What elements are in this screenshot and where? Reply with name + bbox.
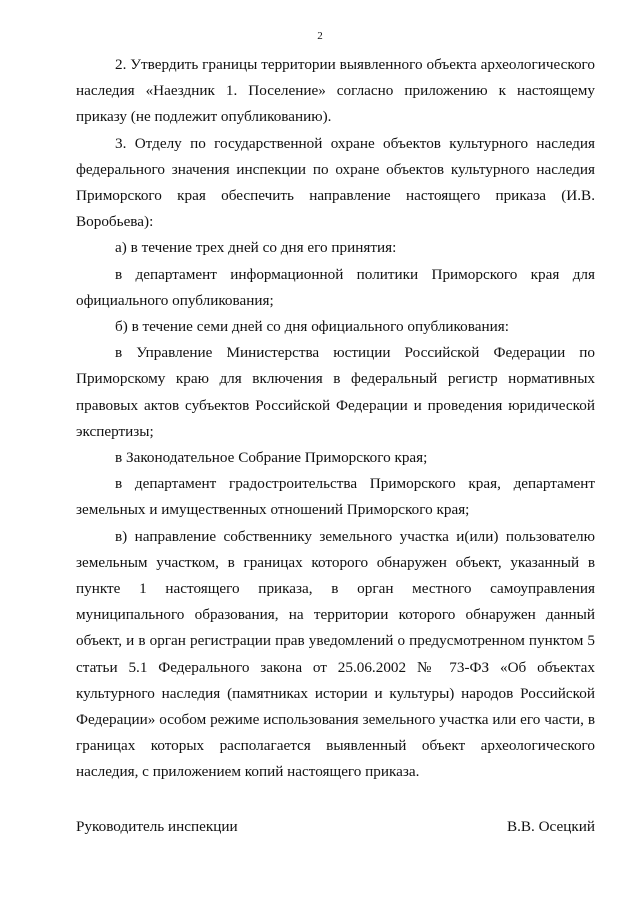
- paragraph-recipient-justice: в Управление Министерства юстиции Российской Федерации по Приморскому краю для включения в федеральный регистр нормативных правовых актов субъектов Российской Федерации и проведения юридической экспертизы;: [76, 344, 595, 440]
- paragraph-item-3: 3. Отделу по государственной охране объектов культурного наследия федерального значения инспекции по охране объектов культурного наследия Приморского края обеспечить направление настоящего приказа (И.В. Воробьева):: [76, 134, 595, 231]
- paragraph-subitem-b: б) в течение семи дней со дня официального опубликования:: [115, 318, 509, 336]
- paragraph-recipient-info-policy: в департамент информационной политики Приморского края для официального опубликования;: [76, 265, 595, 309]
- paragraph-item-2: 2. Утвердить границы территории выявленного объекта археологического наследия «Наездник 1. Поселение» согласно приложению к настоящему приказу (не подлежит опубликованию).: [76, 56, 595, 126]
- paragraph-recipient-departments: в департамент градостроительства Приморского края, департамент земельных и имущественных отношений Приморского края;: [76, 475, 595, 519]
- page-number: 2: [317, 30, 323, 42]
- paragraph-recipient-assembly: в Законодательное Собрание Приморского края;: [115, 449, 428, 467]
- paragraph-subitem-a: а) в течение трех дней со дня его принятия:: [115, 239, 397, 257]
- signatory-name: В.В. Осецкий: [506, 818, 595, 835]
- document-body: [76, 52, 595, 786]
- paragraph-subitem-v: в) направление собственнику земельного участка и(или) пользователю земельным участком, в границах которого обнаружен объект, указанный в пункте 1 настоящего приказа, в орган местного самоуправления муниципального образования, на территории которого обнаружен данный объект, и в орган регистрации прав уведомлений о предусмотренном пунктом 5 статьи 5.1 Федерального закона от 25.06.2002 № 73-ФЗ «Об объектах культурного наследия (памятниках истории и культуры) народов Российской Федерации» особом режиме использования земельного участка или его части, в границах которых располагается выявленный объект археологического наследия, с приложением копий настоящего приказа.: [76, 527, 595, 781]
- signatory-position: Руководитель инспекции: [76, 818, 238, 835]
